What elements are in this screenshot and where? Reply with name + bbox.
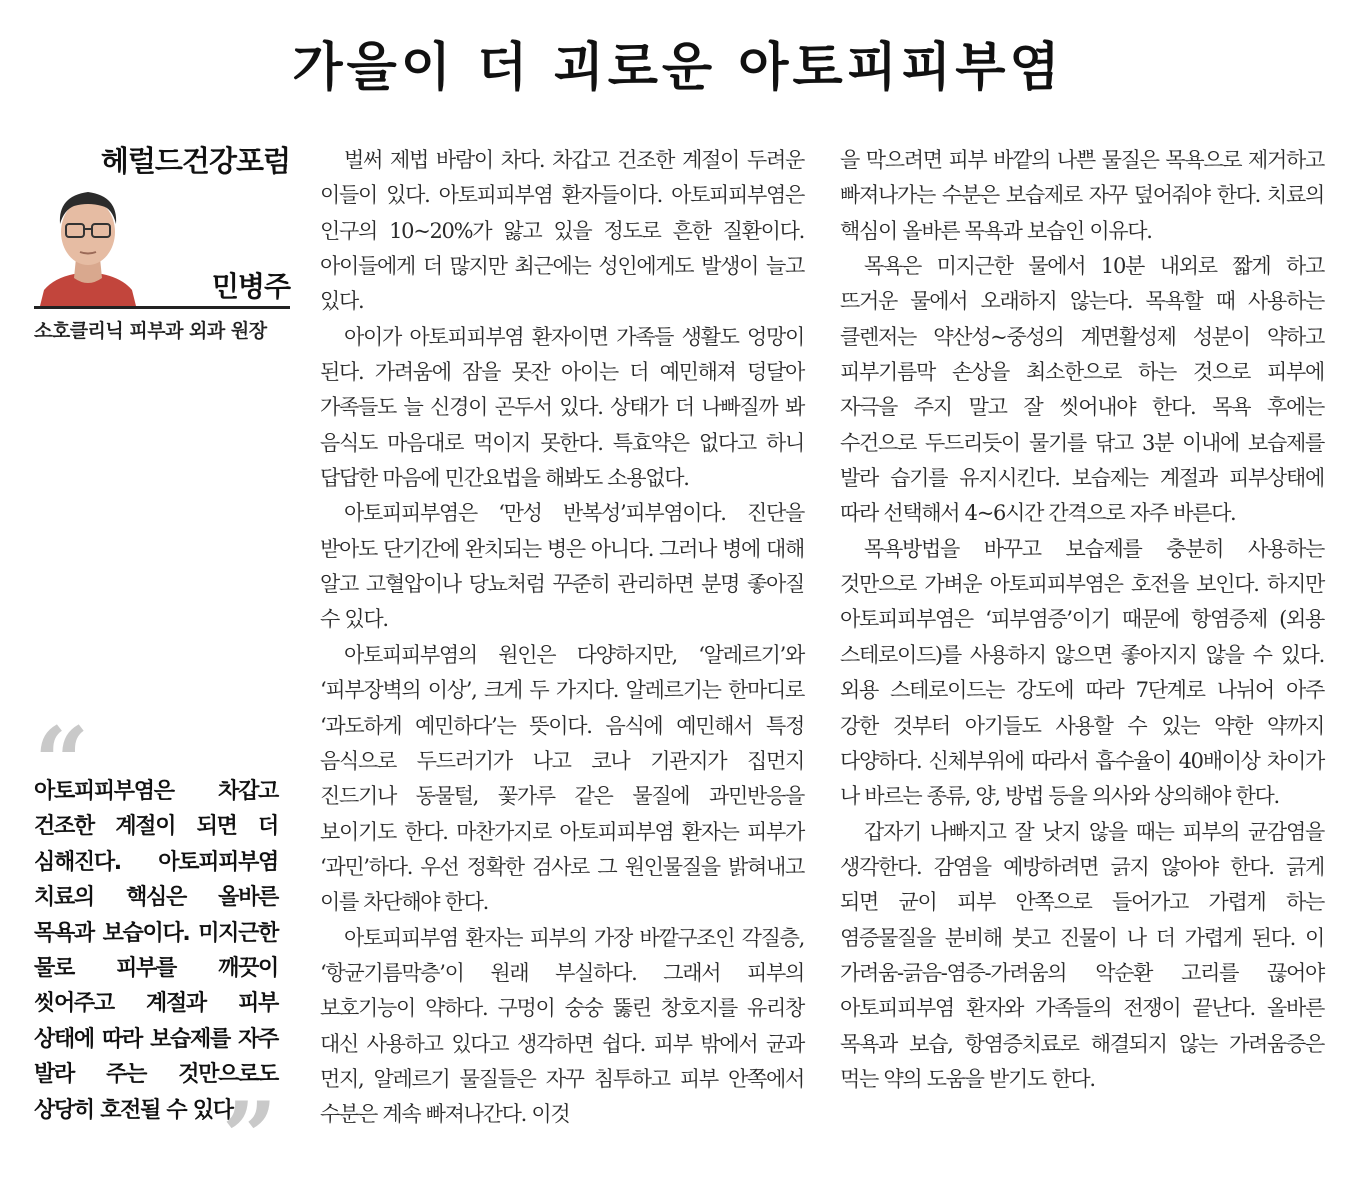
body-column-2 xyxy=(840,143,1324,1097)
paragraph: 아토피피부염의 원인은 다양하지만, ‘알레르기’와 ‘피부장벽의 이상’, 크게 두 가지다. 알레르기는 한마디로 ‘과도하게 예민하다’는 뜻이다. 음식에 예민해서 특정 음식으로 두드러기가 나고 코나 기관지가 집먼지 진드기나 동물털, 꽃가루 같은 물질에 과민반응을 보이기도 한다. 마찬가지로 아토피피부염 환자는 피부가 ‘과민’하다. 우선 정확한 검사로 그 원인물질을 밝혀내고 이를 차단해야 한다. xyxy=(320,642,804,915)
byline-box xyxy=(34,140,290,342)
paragraph: 아토피피부염 환자는 피부의 가장 바깥구조인 각질층, ‘항균기름막층’이 원래 부실하다. 그래서 피부의 보호기능이 약하다. 구멍이 숭숭 뚫린 창호지를 유리창 대신 사용하고 있다고 생각하면 쉽다. 피부 밖에서 균과 먼지, 알레르기 물질들은 자꾸 침투하고 피부 안쪽에서 수분은 계속 빠져나간다. 이것 xyxy=(320,925,804,1127)
article-title: 가을이 더 괴로운 아토피피부염 xyxy=(292,37,1064,98)
paragraph: 벌써 제법 바람이 차다. 차갑고 건조한 계절이 두려운 이들이 있다. 아토피피부염 환자들이다. 아토피피부염은 인구의 10~20%가 앓고 있을 정도로 흔한 질환이다. 아이들에게 더 많지만 최근에는 성인에게도 발생이 늘고 있다. xyxy=(320,148,804,314)
open-quote-icon: “ xyxy=(34,706,90,819)
paragraph: 아이가 아토피피부염 환자이면 가족들 생활도 엉망이 된다. 가려움에 잠을 못잔 아이는 더 예민해져 덩달아 가족들도 늘 신경이 곤두서 있다. 상태가 더 나빠질까 봐 음식도 마음대로 먹이지 못한다. 특효약은 없다고 하니 답답한 마음에 민간요법을 해봐도 소용없다. xyxy=(320,324,804,491)
author-portrait xyxy=(40,174,136,306)
forum-name: 헤럴드건강포럼 xyxy=(100,144,290,178)
body-column-1 xyxy=(320,143,804,1133)
paragraph: 아토피피부염은 ‘만성 반복성’피부염이다. 진단을 받아도 단기간에 완치되는 병은 아니다. 그러나 병에 대해 알고 고혈압이나 당뇨처럼 꾸준히 관리하면 분명 좋아질 수 있다. xyxy=(320,501,804,632)
paragraph: 갑자기 나빠지고 잘 낫지 않을 때는 피부의 균감염을 생각한다. 감염을 예방하려면 긁지 않아야 한다. 긁게 되면 균이 피부 안쪽으로 들어가고 가렵게 하는 염증물질을 분비해 붓고 진물이 나 더 가렵게 된다. 이 가려움-긁음-염증-가려움의 악순환 고리를 끊어야 아토피피부염 환자와 가족들의 전쟁이 끝난다. 올바른 목욕과 보습, 항염증치료로 해결되지 않는 가려움증은 먹는 약의 도움을 받기도 한다. xyxy=(840,819,1324,1091)
byline-divider xyxy=(34,306,290,309)
close-quote-icon: ” xyxy=(222,1081,278,1194)
paragraph: 을 막으려면 피부 바깥의 나쁜 물질은 목욕으로 제거하고 빠져나가는 수분은 보습제로 자꾸 덮어줘야 한다. 치료의 핵심이 올바른 목욕과 보습인 이유다. xyxy=(840,148,1324,243)
paragraph: 목욕은 미지근한 물에서 10분 내외로 짧게 하고 뜨거운 물에서 오래하지 않는다. 목욕할 때 사용하는 클렌저는 약산성~중성의 계면활성제 성분이 약하고 피부기름막 손상을 최소한으로 하는 것으로 피부에 자극을 주지 말고 잘 씻어내야 한다. 목욕 후에는 수건으로 두드리듯이 물기를 닦고 3분 이내에 보습제를 발라 습기를 유지시킨다. 보습제는 계절과 피부상태에 따라 선택해서 4~6시간 간격으로 자주 바른다. xyxy=(840,254,1324,526)
pull-quote: 아토피피부염은 차갑고 건조한 계절이 되면 더 심해진다. 아토피피부염 치료의 핵심은 올바른 목욕과 보습이다. 미지근한 물로 피부를 깨끗이 씻어주고 계절과 피부 상태에 따라 보습제를 자주 발라 주는 것만으로도 상당히 호전될 수 있다. xyxy=(34,779,278,1123)
author-name: 민병주 xyxy=(211,270,290,303)
paragraph: 목욕방법을 바꾸고 보습제를 충분히 사용하는 것만으로 가벼운 아토피피부염은 호전을 보인다. 하지만 아토피피부염은 ‘피부염증’이기 때문에 항염증제 (외용 스테로이드)를 사용하지 않으면 좋아지지 않을 수 있다. 외용 스테로이드는 강도에 따라 7단계로 나뉘어 아주 강한 것부터 아기들도 사용할 수 있는 약한 약까지 다양하다. 신체부위에 따라서 흡수율이 40배이상 차이가 나 바르는 종류, 양, 방법 등을 의사와 상의해야 한다. xyxy=(840,536,1324,809)
author-affiliation: 소호클리닉 피부과 외과 원장 xyxy=(34,320,267,342)
